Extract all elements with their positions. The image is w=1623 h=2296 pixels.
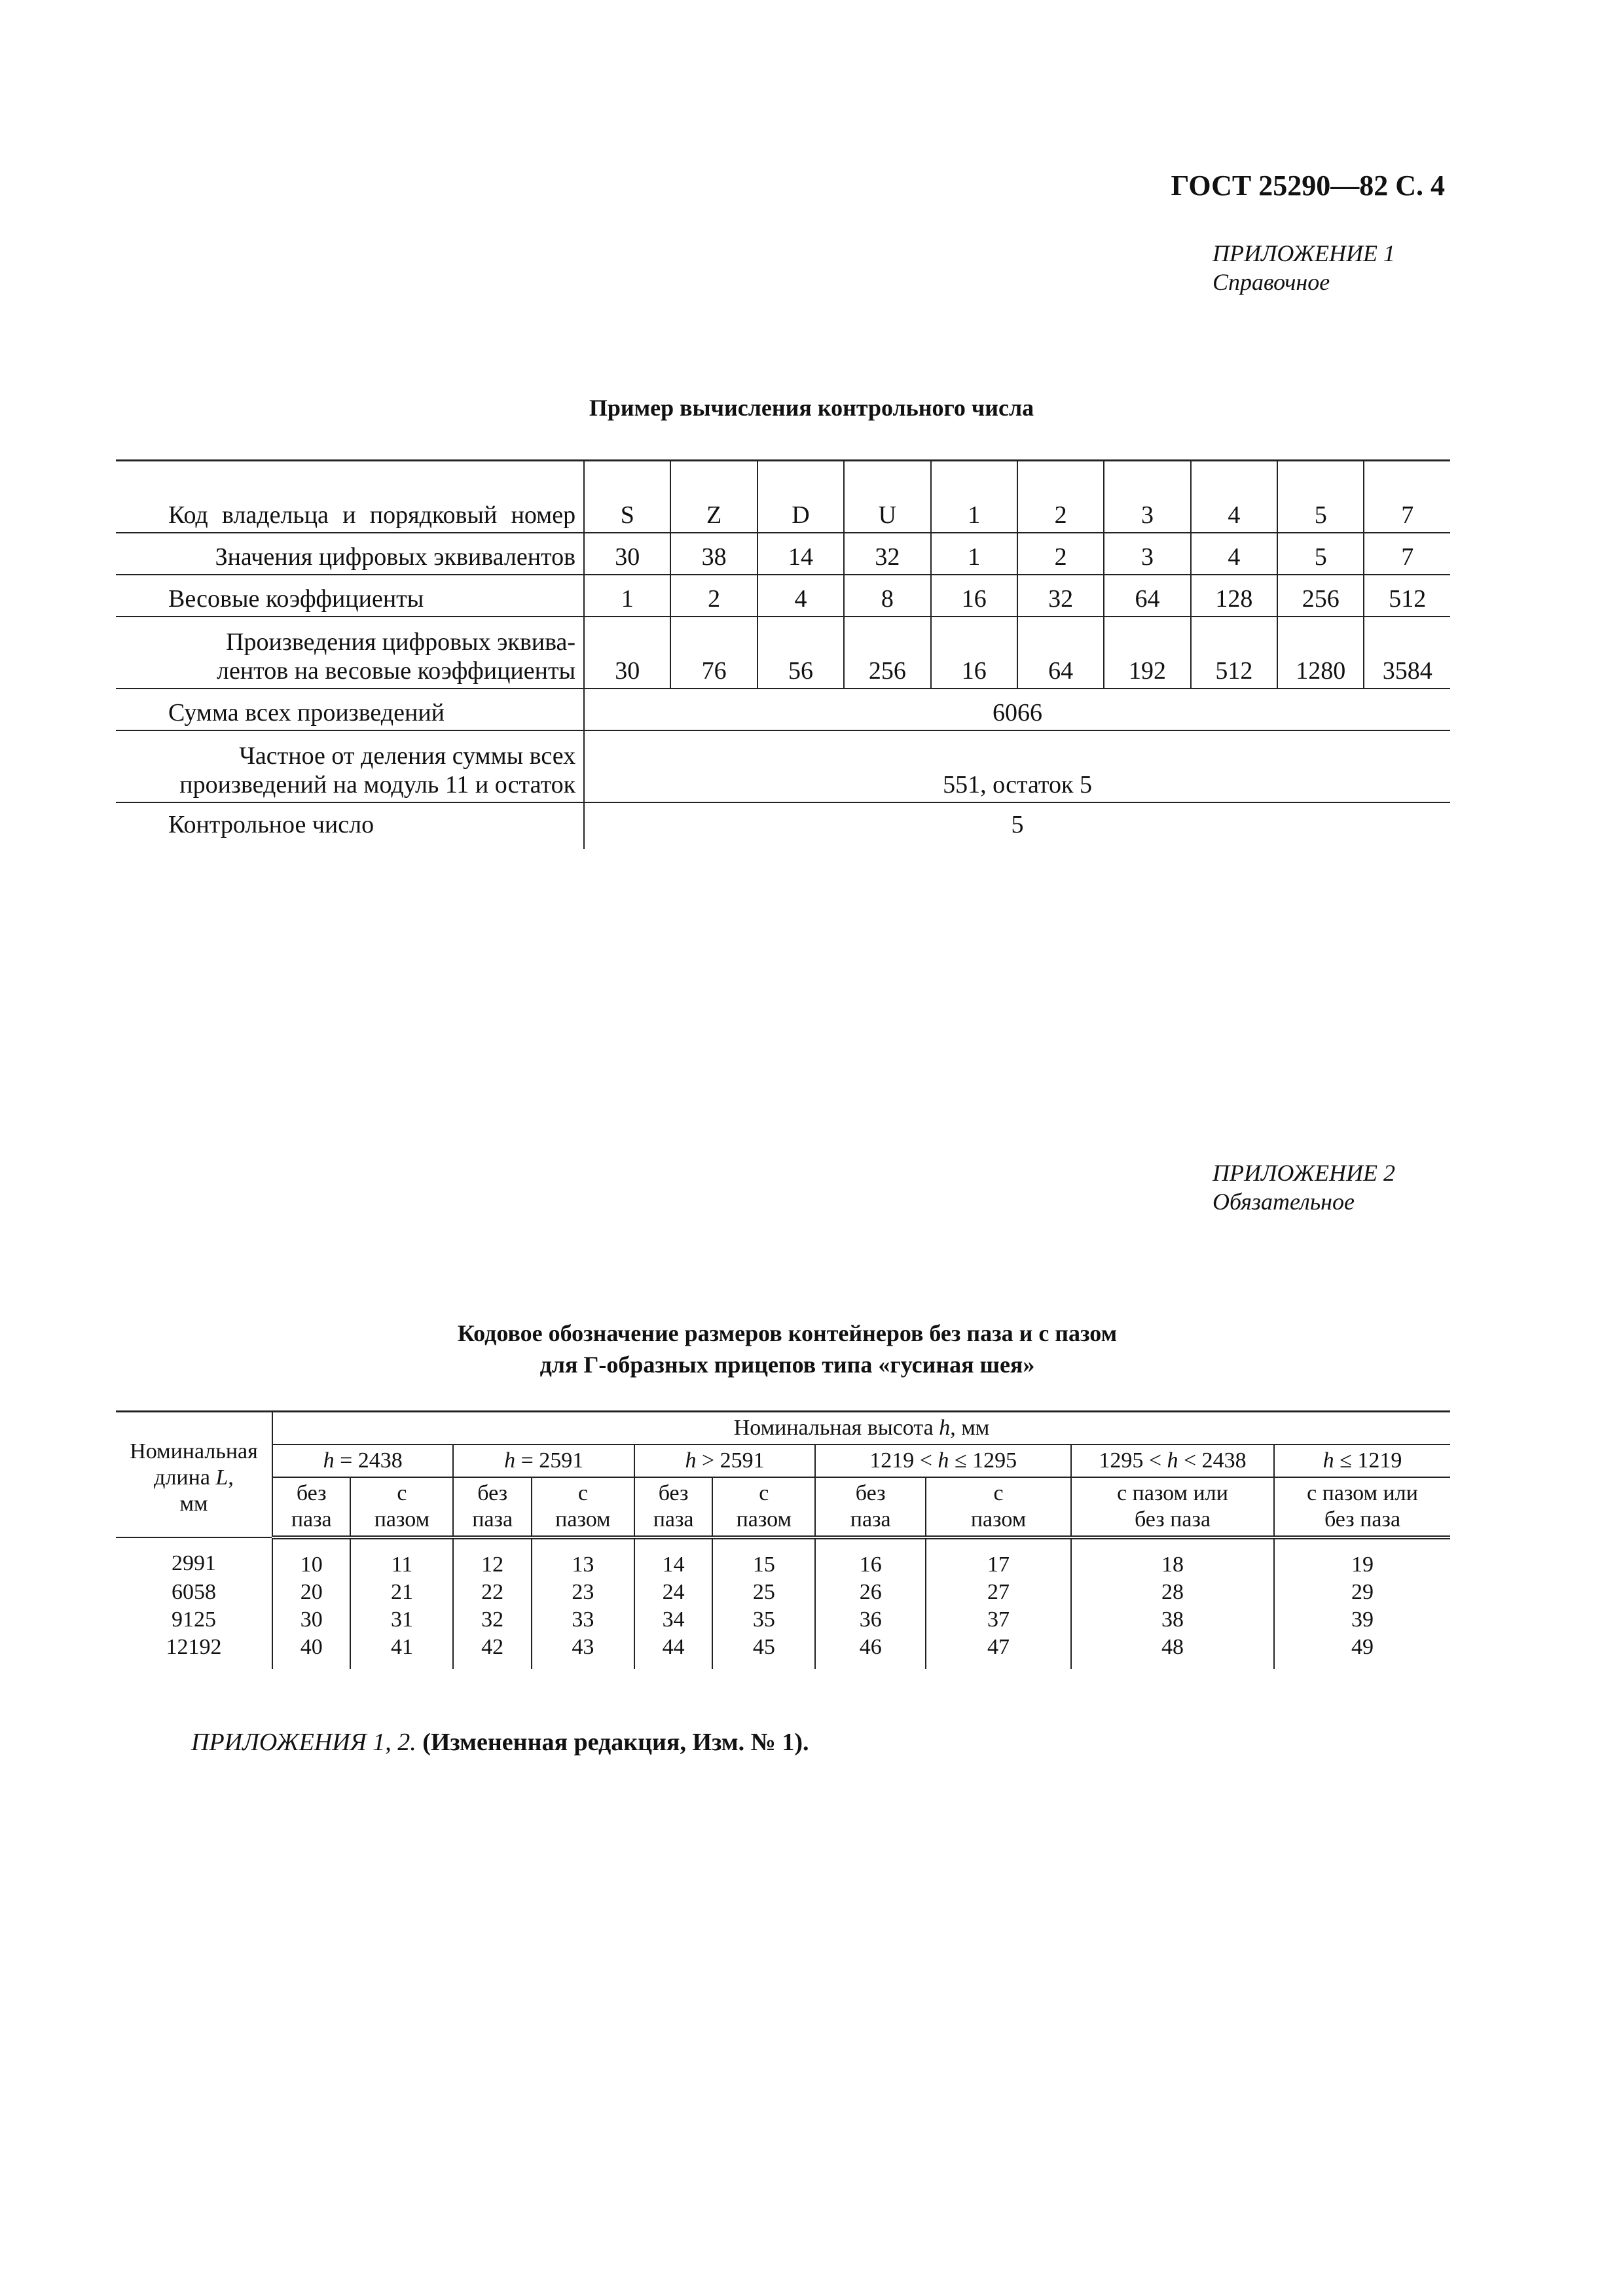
row-label-line: произведений на модуль 11 и остаток <box>179 771 576 798</box>
code-cell: 21 <box>350 1579 453 1606</box>
text: пазом <box>970 1507 1027 1532</box>
table-row <box>116 461 1450 533</box>
table-2-title-line: Кодовое обозначение размеров контейнеров без паза и с пазом <box>457 1320 1118 1346</box>
subheader-with-groove <box>350 1477 453 1537</box>
length-header-line: мм <box>179 1492 208 1516</box>
text: без паза <box>1134 1507 1211 1532</box>
cell: 256 <box>1277 575 1364 617</box>
text: паза <box>472 1507 513 1532</box>
text: длина <box>154 1465 216 1490</box>
code-cell: 10 <box>272 1537 350 1579</box>
length-cell: 9125 <box>172 1607 216 1632</box>
cell: 76 <box>670 617 757 689</box>
cell: 1 <box>584 575 670 617</box>
code-cell: 13 <box>532 1537 634 1579</box>
text: с <box>993 1481 1004 1505</box>
text: с <box>759 1481 769 1505</box>
code-cell: 23 <box>532 1579 634 1606</box>
code-cell: 46 <box>815 1634 926 1669</box>
appendix-1-label <box>1213 239 1395 296</box>
cell: 64 <box>1017 617 1104 689</box>
cell: Z <box>670 461 757 533</box>
cell: 512 <box>1191 617 1277 689</box>
table-row <box>116 1606 1450 1634</box>
code-cell: 15 <box>712 1537 815 1579</box>
code-cell: 31 <box>350 1606 453 1634</box>
cell: 64 <box>1104 575 1190 617</box>
cell: 512 <box>1364 575 1450 617</box>
control-number-table <box>116 459 1450 849</box>
text: h <box>938 1448 949 1473</box>
code-cell: 29 <box>1274 1579 1450 1606</box>
text: без <box>296 1481 327 1505</box>
cell: 56 <box>757 617 844 689</box>
length-cell: 2991 <box>172 1551 216 1575</box>
cell: 2 <box>670 575 757 617</box>
row-label-line: лентов на весовые коэффициенты <box>216 657 576 685</box>
cell: U <box>844 461 930 533</box>
text: паза <box>850 1507 891 1532</box>
code-cell: 41 <box>350 1634 453 1669</box>
cell: 3 <box>1104 461 1190 533</box>
code-cell: 32 <box>453 1606 531 1634</box>
cell: 3584 <box>1364 617 1450 689</box>
text: , <box>228 1465 234 1490</box>
length-header-line <box>119 1465 269 1491</box>
code-cell: 12 <box>453 1537 531 1579</box>
amendment-note-ref: ПРИЛОЖЕНИЯ 1, 2. <box>191 1729 416 1756</box>
code-cell: 27 <box>926 1579 1071 1606</box>
header-row <box>116 1412 1450 1445</box>
height-header <box>272 1444 453 1477</box>
cell: D <box>757 461 844 533</box>
quotient-value: 551, остаток 5 <box>584 730 1450 802</box>
header-row <box>116 1477 1450 1537</box>
row-label: Контрольное число <box>168 811 374 838</box>
cell: 2 <box>1017 461 1104 533</box>
text: , мм <box>950 1416 990 1440</box>
text: без <box>658 1481 689 1505</box>
cell: 4 <box>757 575 844 617</box>
code-cell: 20 <box>272 1579 350 1606</box>
code-cell: 45 <box>712 1634 815 1669</box>
row-label: Значения цифровых эквивалентов <box>116 533 584 575</box>
cell: 192 <box>1104 617 1190 689</box>
row-label-line: Частное от деления суммы всех <box>239 742 576 770</box>
cell: 256 <box>844 617 930 689</box>
table-row <box>116 802 1450 849</box>
text: Номинальная высота <box>733 1416 939 1440</box>
cell: 16 <box>931 617 1017 689</box>
text: h <box>1322 1448 1334 1473</box>
text: с <box>577 1481 588 1505</box>
appendix-2-kind: Обязательное <box>1213 1189 1355 1215</box>
subheader-with-groove <box>926 1477 1071 1537</box>
length-cell: 12192 <box>166 1635 222 1659</box>
height-header <box>453 1444 634 1477</box>
subheader-without-groove <box>272 1477 350 1537</box>
cell: 32 <box>1017 575 1104 617</box>
header-row <box>116 1444 1450 1477</box>
cell: 7 <box>1364 533 1450 575</box>
cell: 30 <box>584 617 670 689</box>
table-row <box>116 1537 1450 1579</box>
text: h <box>939 1416 951 1440</box>
sum-value: 6066 <box>584 689 1450 730</box>
table-row <box>116 1579 1450 1606</box>
table-row <box>116 730 1450 802</box>
code-cell: 36 <box>815 1606 926 1634</box>
cell: 5 <box>1277 461 1364 533</box>
code-cell: 44 <box>634 1634 712 1669</box>
text: h <box>685 1448 697 1473</box>
code-cell: 28 <box>1071 1579 1274 1606</box>
text: пазом <box>555 1507 611 1532</box>
subheader-either <box>1274 1477 1450 1537</box>
code-cell: 49 <box>1274 1634 1450 1669</box>
code-cell: 26 <box>815 1579 926 1606</box>
table-row <box>116 575 1450 617</box>
length-header-line: Номинальная <box>130 1439 258 1463</box>
text: h <box>504 1448 516 1473</box>
cell: 14 <box>757 533 844 575</box>
appendix-1-title: ПРИЛОЖЕНИЕ 1 <box>1213 240 1395 266</box>
text: паза <box>653 1507 694 1532</box>
row-label-line: Произведения цифровых эквива- <box>226 628 576 656</box>
row-label <box>116 617 584 689</box>
cell: 30 <box>584 533 670 575</box>
code-cell: 25 <box>712 1579 815 1606</box>
code-cell: 11 <box>350 1537 453 1579</box>
text: = 2438 <box>334 1448 403 1473</box>
length-cell: 6058 <box>172 1580 216 1604</box>
code-cell: 34 <box>634 1606 712 1634</box>
code-cell: 18 <box>1071 1537 1274 1579</box>
code-cell: 40 <box>272 1634 350 1669</box>
subheader-without-groove <box>453 1477 531 1537</box>
cell: 5 <box>1277 533 1364 575</box>
table-row <box>116 617 1450 689</box>
text: 1219 < <box>869 1448 938 1473</box>
text: с пазом или <box>1307 1481 1418 1505</box>
cell: 2 <box>1017 533 1104 575</box>
text: h <box>1167 1448 1178 1473</box>
height-header <box>1071 1444 1274 1477</box>
code-cell: 39 <box>1274 1606 1450 1634</box>
subheader-without-groove <box>634 1477 712 1537</box>
text: пазом <box>374 1507 430 1532</box>
height-header <box>1274 1444 1450 1477</box>
text: 1295 < <box>1099 1448 1167 1473</box>
code-cell: 30 <box>272 1606 350 1634</box>
text: без паза <box>1324 1507 1401 1532</box>
length-header <box>116 1412 272 1538</box>
page-header: ГОСТ 25290—82 С. 4 <box>1171 170 1445 202</box>
code-cell: 22 <box>453 1579 531 1606</box>
amendment-note-text: (Измененная редакция, Изм. № 1). <box>416 1729 809 1756</box>
cell: 38 <box>670 533 757 575</box>
row-label: Сумма всех произведений <box>116 689 584 730</box>
appendix-2-label <box>1213 1158 1395 1216</box>
code-cell: 14 <box>634 1537 712 1579</box>
text: = 2591 <box>515 1448 584 1473</box>
text: ≤ 1219 <box>1334 1448 1402 1473</box>
text: > 2591 <box>696 1448 765 1473</box>
table-2-title-line: для Г-образных прицепов типа «гусиная шея» <box>539 1352 1035 1378</box>
height-header <box>815 1444 1071 1477</box>
cell: 128 <box>1191 575 1277 617</box>
table-2-title <box>0 1318 1575 1380</box>
subheader-with-groove <box>712 1477 815 1537</box>
cell: 7 <box>1364 461 1450 533</box>
text: без <box>855 1481 886 1505</box>
cell: 4 <box>1191 461 1277 533</box>
text: паза <box>291 1507 332 1532</box>
text: h <box>323 1448 335 1473</box>
appendix-1-kind: Справочное <box>1213 269 1330 295</box>
code-cell: 17 <box>926 1537 1071 1579</box>
text: L <box>215 1465 228 1490</box>
height-group-header <box>272 1412 1450 1445</box>
table-row <box>116 689 1450 730</box>
text: без <box>477 1481 508 1505</box>
cell: 32 <box>844 533 930 575</box>
text: пазом <box>736 1507 792 1532</box>
subheader-without-groove <box>815 1477 926 1537</box>
container-codes-table <box>116 1410 1450 1669</box>
row-label: Код владельца и порядковый номер <box>116 461 584 533</box>
code-cell: 19 <box>1274 1537 1450 1579</box>
cell: 1 <box>931 533 1017 575</box>
table-row <box>116 533 1450 575</box>
code-cell: 35 <box>712 1606 815 1634</box>
code-cell: 43 <box>532 1634 634 1669</box>
code-cell: 47 <box>926 1634 1071 1669</box>
row-label <box>116 730 584 802</box>
code-cell: 24 <box>634 1579 712 1606</box>
cell: 8 <box>844 575 930 617</box>
code-cell: 42 <box>453 1634 531 1669</box>
control-number-value: 5 <box>584 802 1450 849</box>
cell: S <box>584 461 670 533</box>
appendix-2-title: ПРИЛОЖЕНИЕ 2 <box>1213 1160 1395 1186</box>
row-label: Весовые коэффициенты <box>116 575 584 617</box>
height-header <box>634 1444 815 1477</box>
text: с пазом или <box>1117 1481 1228 1505</box>
code-cell: 16 <box>815 1537 926 1579</box>
code-cell: 37 <box>926 1606 1071 1634</box>
text: ≤ 1295 <box>949 1448 1017 1473</box>
code-cell: 38 <box>1071 1606 1274 1634</box>
cell: 1280 <box>1277 617 1364 689</box>
text: < 2438 <box>1178 1448 1247 1473</box>
cell: 16 <box>931 575 1017 617</box>
cell: 4 <box>1191 533 1277 575</box>
text: с <box>397 1481 407 1505</box>
subheader-with-groove <box>532 1477 634 1537</box>
cell: 3 <box>1104 533 1190 575</box>
cell: 1 <box>931 461 1017 533</box>
amendment-note <box>191 1728 809 1757</box>
code-cell: 33 <box>532 1606 634 1634</box>
code-cell: 48 <box>1071 1634 1274 1669</box>
table-row <box>116 1634 1450 1669</box>
subheader-either <box>1071 1477 1274 1537</box>
table-1-title: Пример вычисления контрольного числа <box>589 395 1034 421</box>
